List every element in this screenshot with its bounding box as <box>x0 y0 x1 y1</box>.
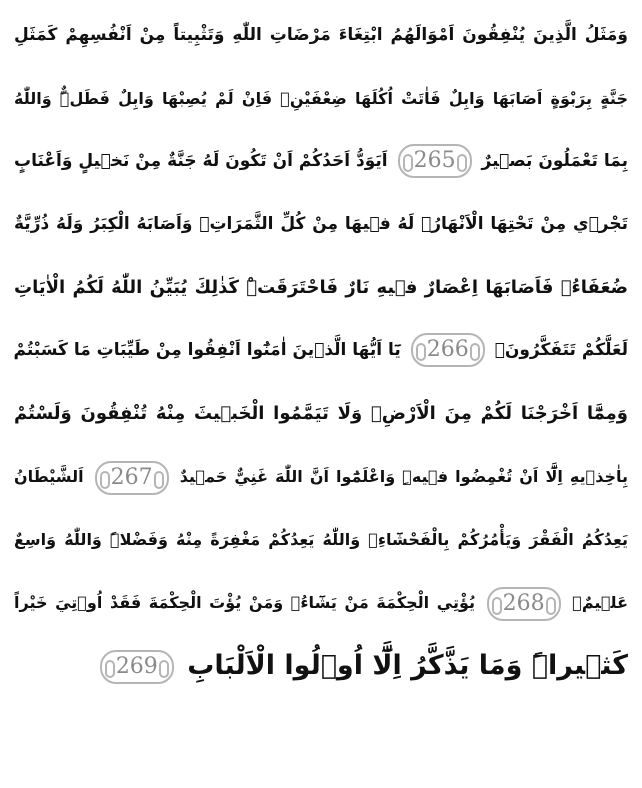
verse-text: يُؤْتِي الْحِكْمَةَ مَنْ يَشَٓاءُۚ وَمَنْ يُؤْتَ الْحِكْمَةَ فَقَدْ اُو۫تِيَ خَيْراً <box>14 593 476 612</box>
ayah-number-marker: 269 <box>100 650 174 684</box>
ayah-number-marker: 266 <box>411 333 485 367</box>
verse-text: كَث۪يراًۜ وَمَا يَذَّكَّرُ اِلَّٓا اُو۬لُوا الْاَلْبَابِ <box>187 650 628 681</box>
verse-line <box>14 319 628 382</box>
ayah-number-marker: 267 <box>95 461 169 495</box>
verse-text: بِمَا تَعْمَلُونَ بَص۪يرٌ <box>481 151 628 171</box>
verse-line <box>14 634 628 697</box>
verse-line <box>14 382 628 445</box>
verse-text: اَلشَّيْطَانُ <box>14 467 84 486</box>
verse-text: عَل۪يمٌۚ <box>572 593 628 612</box>
ayah-number-marker: 265 <box>398 144 472 178</box>
verse-text: جَنَّةٍ بِرَبْوَةٍ اَصَابَهَا وَابِلٌ فَاٰتَتْ اُكُلَهَا ضِعْفَيْنِۚ فَاِنْ لَمْ يُصِبْهَا وَابِلٌ فَطَلٌّۜ وَاللّٰهُ <box>14 89 628 108</box>
verse-line <box>14 571 628 634</box>
verse-text: تَجْر۪ي مِنْ تَحْتِهَا الْاَنْهَارُۙ لَهُ ف۪يهَا مِنْ كُلِّ الثَّمَرَاتِۙ وَاَصَابَهُ الْكِبَرُ وَلَهُ ذُرِّيَّةٌ <box>14 214 628 234</box>
verse-line <box>14 130 628 193</box>
verse-text: بِاٰخِذ۪يهِ اِلَّٓا اَنْ تُغْمِضُوا ف۪يهِۜ وَاعْلَمُٓوا اَنَّ اللّٰهَ غَنِيٌّ حَم۪يدٌ <box>179 467 628 486</box>
verse-line <box>14 193 628 256</box>
verse-line <box>14 4 628 67</box>
verse-text: اَيَوَدُّ اَحَدُكُمْ اَنْ تَكُونَ لَهُ جَنَّةٌ مِنْ نَخ۪يلٍ وَاَعْنَابٍ <box>14 151 388 171</box>
verse-text: ضُعَفَاءُۖ فَاَصَابَهَا اِعْصَارٌ ف۪يهِ نَارٌ فَاحْتَرَقَتْۜ كَذٰلِكَ يُبَيِّنُ اللّٰهُ لَكُمُ الْاٰيَاتِ <box>14 277 628 298</box>
ayah-number-marker: 268 <box>487 587 561 621</box>
verse-text-block <box>14 4 628 697</box>
verse-text: وَمِمَّٓا اَخْرَجْنَا لَكُمْ مِنَ الْاَرْضِۖ وَلَا تَيَمَّمُوا الْخَب۪يثَ مِنْهُ تُنْفِقُونَ وَلَسْتُمْ <box>14 403 628 424</box>
verse-text: وَمَثَلُ الَّذِينَ يُنْفِقُونَ اَمْوَالَهُمُ ابْتِغَاءَ مَرْضَاتِ اللّٰهِ وَتَثْبِيتاً مِنْ اَنْفُسِهِمْ كَمَثَلِ <box>14 25 628 45</box>
verse-text: يَٓا اَيُّهَا الَّذ۪ينَ اٰمَنُٓوا اَنْفِقُوا مِنْ طَيِّبَاتِ مَا كَسَبْتُمْ <box>14 340 401 360</box>
verse-line <box>14 508 628 571</box>
verse-line <box>14 67 628 130</box>
verse-text: يَعِدُكُمُ الْفَقْرَ وَيَأْمُرُكُمْ بِالْفَحْشَٓاءِۚ وَاللّٰهُ يَعِدُكُمْ مَغْفِرَةً مِنْهُ وَفَضْلاًۜ وَاللّٰهُ وَاسِعٌ <box>14 530 628 549</box>
verse-text: لَعَلَّكُمْ تَتَفَكَّرُونَ۟ <box>494 340 628 360</box>
verse-line <box>14 445 628 508</box>
verse-line <box>14 256 628 319</box>
